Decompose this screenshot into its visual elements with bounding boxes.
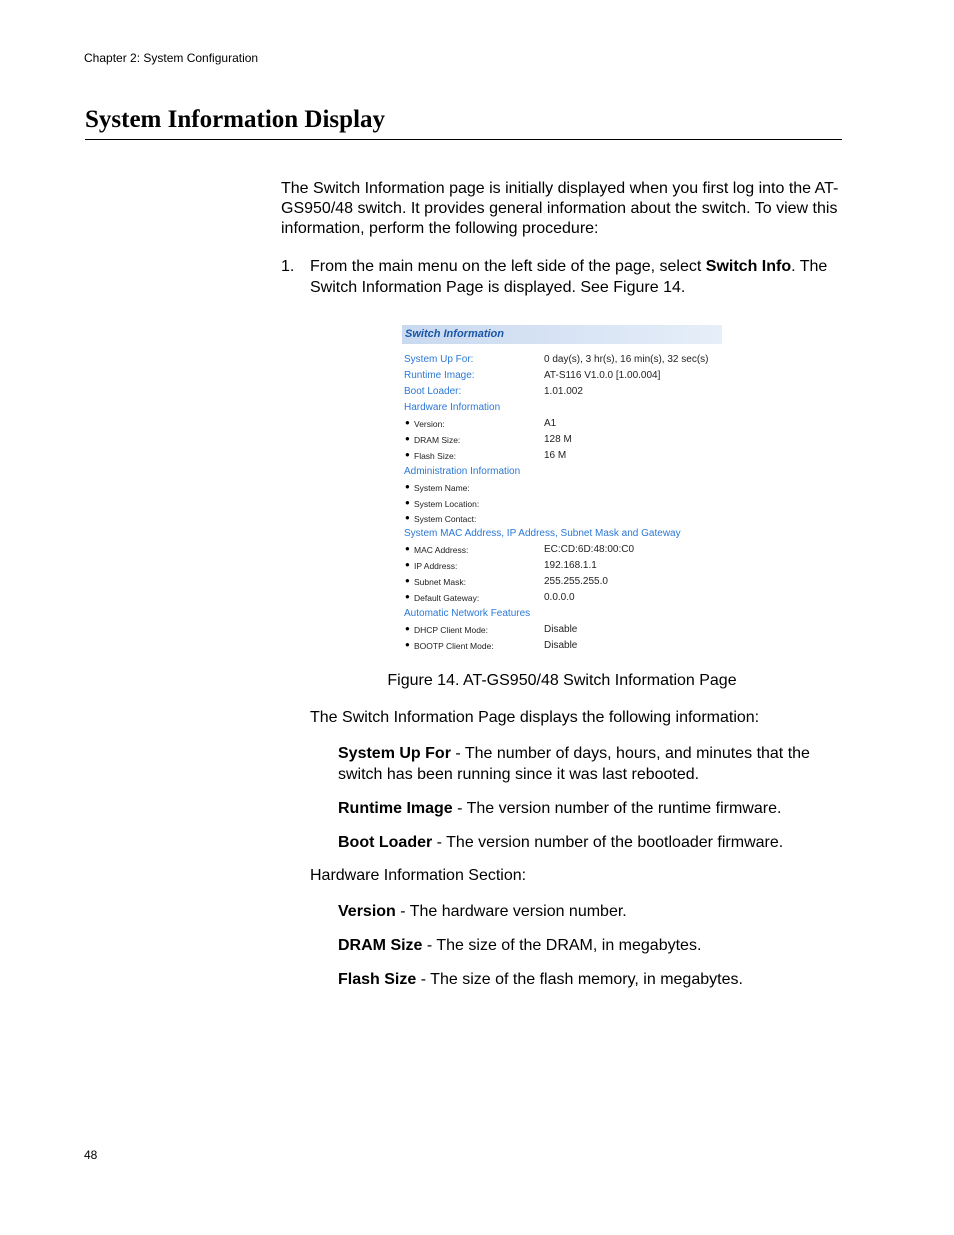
- figure-label: System Location:: [414, 499, 480, 509]
- figure-label: DHCP Client Mode:: [414, 625, 489, 635]
- bullet-icon: ●: [405, 434, 410, 443]
- figure-value: Disable: [544, 624, 578, 635]
- figure-row-bootp: [400, 640, 724, 654]
- figure-row-mac: [400, 544, 724, 558]
- hardware-heading: Hardware Information Section:: [310, 867, 527, 884]
- figure-label: Subnet Mask:: [414, 577, 466, 587]
- figure-row-dhcp: [400, 624, 724, 638]
- bullet-icon: ●: [405, 418, 410, 427]
- page-number: 48: [84, 1148, 98, 1162]
- figure-row-system-name: [400, 482, 724, 496]
- figure-value: 0.0.0.0: [544, 592, 575, 603]
- figure-label: IP Address:: [414, 561, 458, 571]
- figure-value: A1: [544, 418, 557, 429]
- definition-desc: - The size of the flash memory, in megabytes.: [416, 971, 743, 988]
- figure-section-admin: [400, 466, 724, 480]
- bullet-icon: ●: [405, 640, 410, 649]
- step-text: [310, 256, 846, 298]
- figure-value: 1.01.002: [544, 386, 583, 397]
- figure-label: Boot Loader:: [404, 386, 462, 397]
- step-text-after: . The Switch Information Page is displayed. See Figure 14.: [310, 258, 828, 296]
- bullet-icon: ●: [405, 513, 410, 522]
- definition-system-up: [338, 743, 848, 785]
- definition-version: [338, 901, 848, 922]
- figure-value: Disable: [544, 640, 578, 651]
- definition-desc: - The version number of the bootloader firmware.: [432, 834, 784, 851]
- definition-desc: - The hardware version number.: [395, 903, 627, 920]
- figure-label: BOOTP Client Mode:: [414, 641, 494, 651]
- figure-row-system-location: [400, 498, 724, 512]
- figure-label: System Name:: [414, 483, 470, 493]
- figure-section-auto: [400, 608, 724, 622]
- figure-banner-title: Switch Information: [405, 328, 504, 340]
- figure-section-title: System MAC Address, IP Address, Subnet Mask and Gateway: [404, 528, 681, 539]
- figure-value: 128 M: [544, 434, 572, 445]
- figure-section-title: Automatic Network Features: [404, 608, 531, 619]
- figure-label: MAC Address:: [414, 545, 469, 555]
- figure-value: EC:CD:6D:48:00:C0: [544, 544, 635, 555]
- bullet-icon: ●: [405, 576, 410, 585]
- figure-row-system-contact: [400, 513, 724, 527]
- figure-row-ip: [400, 560, 724, 574]
- figure-row-gateway: [400, 592, 724, 606]
- definition-desc: - The size of the DRAM, in megabytes.: [422, 937, 702, 954]
- definition-desc: - The version number of the runtime firmware.: [452, 800, 782, 817]
- figure-label: Flash Size:: [414, 451, 457, 461]
- switch-info-figure: [400, 323, 724, 655]
- definition-desc: - The number of days, hours, and minutes that the switch has been running since it was last rebooted.: [338, 745, 810, 783]
- figure-label: System Up For:: [404, 354, 474, 365]
- figure-label: Runtime Image:: [404, 370, 475, 381]
- definition-term: Flash Size: [338, 971, 417, 988]
- definition-bootloader: [338, 832, 848, 853]
- figure-value: 192.168.1.1: [544, 560, 597, 571]
- title-rule: [85, 139, 842, 140]
- definition-term: Boot Loader: [338, 834, 433, 851]
- figure-value: AT-S116 V1.0.0 [1.00.004]: [544, 370, 661, 381]
- definition-term: Version: [338, 903, 396, 920]
- figure-label: DRAM Size:: [414, 435, 461, 445]
- figure-row-dram: [400, 434, 724, 448]
- section-title: System Information Display: [85, 106, 386, 133]
- figure-value: 255.255.255.0: [544, 576, 608, 587]
- figure-value: 16 M: [544, 450, 567, 461]
- definition-runtime: [338, 798, 848, 819]
- figure-label: Default Gateway:: [414, 593, 480, 603]
- step-text-before: From the main menu on the left side of the page, select: [310, 258, 706, 275]
- bullet-icon: ●: [405, 624, 410, 633]
- figure-caption: Figure 14. AT-GS950/48 Switch Information Page: [387, 672, 737, 689]
- figure-section-title: Hardware Information: [404, 402, 501, 413]
- figure-section-network: [400, 528, 724, 542]
- running-head: Chapter 2: System Configuration: [84, 51, 259, 65]
- figure-banner: [402, 325, 722, 344]
- figure-row-runtime: [400, 370, 724, 384]
- figure-row-system-up: [400, 354, 724, 368]
- figure-section-hardware: [400, 402, 724, 416]
- figure-row-version: [400, 418, 724, 432]
- figure-label: System Contact:: [414, 514, 477, 524]
- bullet-icon: ●: [405, 450, 410, 459]
- figure-value: 0 day(s), 3 hr(s), 16 min(s), 32 sec(s): [544, 354, 709, 365]
- bullet-icon: ●: [405, 498, 410, 507]
- definition-dram: [338, 935, 848, 956]
- figure-section-title: Administration Information: [404, 466, 521, 477]
- figure-row-bootloader: [400, 386, 724, 400]
- bullet-icon: ●: [405, 544, 410, 553]
- figure-row-subnet: [400, 576, 724, 590]
- figure-row-flash: [400, 450, 724, 464]
- definition-term: DRAM Size: [338, 937, 423, 954]
- definition-term: System Up For: [338, 745, 451, 762]
- intro-paragraph: The Switch Information page is initially displayed when you first log into the AT-GS950/48 switch. It provides general information about the switch. To view this information, perform the following procedure:: [281, 180, 839, 237]
- bullet-icon: ●: [405, 592, 410, 601]
- bullet-icon: ●: [405, 482, 410, 491]
- definition-flash: [338, 969, 848, 990]
- displays-intro: The Switch Information Page displays the following information:: [310, 709, 760, 726]
- step-number: 1.: [281, 258, 295, 275]
- figure-label: Version:: [414, 419, 445, 429]
- bullet-icon: ●: [405, 560, 410, 569]
- step-bold-menu: Switch Info: [705, 258, 792, 275]
- definition-term: Runtime Image: [338, 800, 453, 817]
